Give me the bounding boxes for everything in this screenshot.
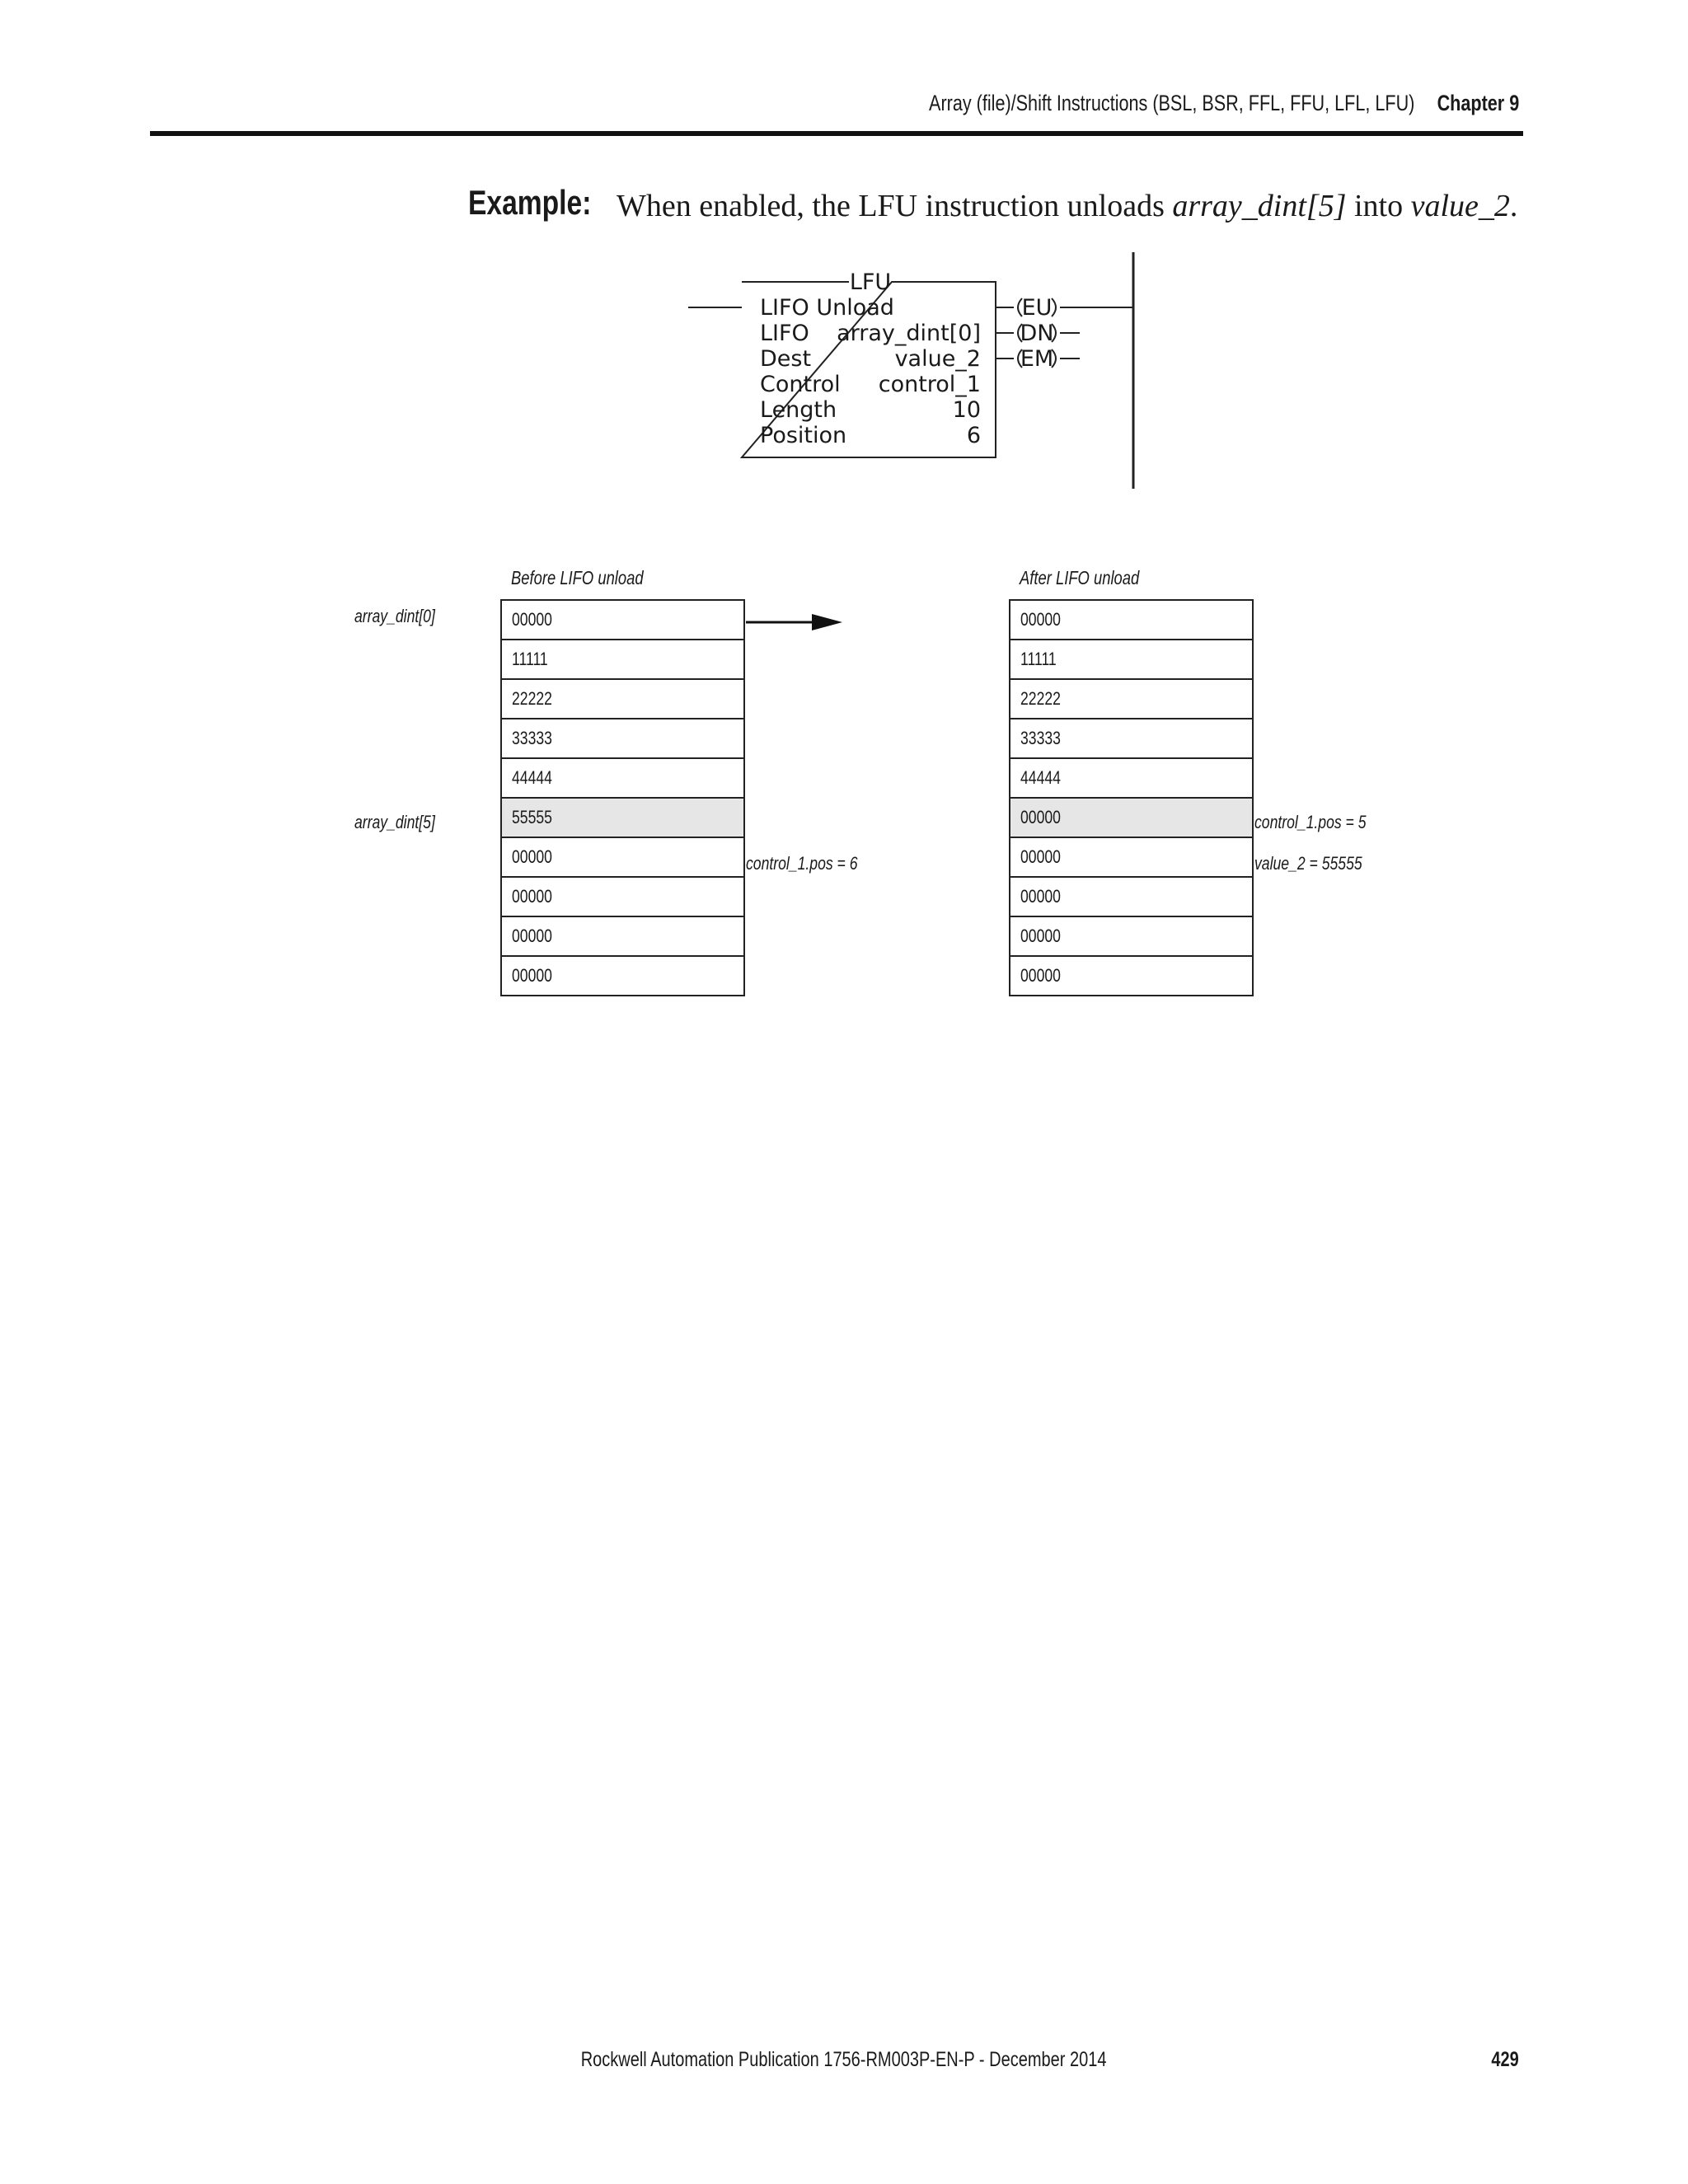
coil-em-label: EM [1020,346,1054,372]
after-value-note [1254,853,1389,874]
array-cell-value: 11111 [512,649,548,669]
param-value-control: control_1 [878,372,981,397]
page-number-text: 429 [1491,2048,1519,2071]
array-cell-value: 00000 [512,926,552,946]
table-row [501,679,744,719]
after-caption-text: After LIFO unload [1020,567,1140,588]
array-cell [1010,719,1253,758]
array-cell [1010,956,1253,996]
array-cell-value: 22222 [512,688,552,709]
example-source: array_dint[5] [1172,189,1347,223]
lfu-ladder-diagram [684,247,1146,494]
table-row [501,877,744,916]
table-row [1010,600,1253,640]
array-cell-value: 33333 [512,728,552,748]
array-cell [1010,600,1253,640]
array-cell-value: 11111 [1020,649,1057,669]
param-name-control: Control [760,372,841,397]
chapter-label: Chapter 9 [1437,91,1519,115]
array-cell-value: 00000 [1020,926,1061,946]
table-row [501,837,744,877]
table-row [501,758,744,798]
running-head-text [929,91,1519,116]
table-row [1010,956,1253,996]
label-array-dint-0-text: array_dint[0] [354,606,435,626]
table-row [501,719,744,758]
label-array-dint-0 [354,606,455,627]
array-cell [501,916,744,956]
array-cell [1010,916,1253,956]
label-array-dint-5 [354,812,455,833]
before-array-rows [501,600,744,996]
array-cell [501,798,744,837]
array-cell [1010,679,1253,719]
before-pos-note-text: control_1.pos = 6 [746,853,858,874]
array-cell-value: 44444 [1020,767,1061,788]
array-cell [501,719,744,758]
array-cell-value: 44444 [512,767,552,788]
table-row [501,956,744,996]
table-row [501,640,744,679]
table-row [1010,916,1253,956]
header-rule [150,131,1523,136]
table-row [1010,679,1253,719]
table-row [501,798,744,837]
example-label [468,183,622,223]
array-cell [1010,758,1253,798]
param-name-position: Position [760,423,847,448]
block-name: LFU [849,269,892,295]
array-cell-value: 00000 [1020,886,1061,907]
array-cell-value: 00000 [1020,846,1061,867]
param-name-length: Length [760,397,837,423]
array-cell [501,877,744,916]
array-cell [1010,877,1253,916]
array-cell [501,640,744,679]
array-cell [501,600,744,640]
footer-publication [0,2048,1688,2072]
array-cell [1010,640,1253,679]
table-row [1010,640,1253,679]
param-value-length: 10 [952,397,981,423]
before-array-table [500,599,745,996]
array-cell [1010,837,1253,877]
array-cell-value: 00000 [1020,609,1061,630]
after-array-rows [1010,600,1253,996]
example-sentence [617,188,1517,224]
label-array-dint-5-text: array_dint[5] [354,812,435,832]
array-cell [501,758,744,798]
param-name-dest: Dest [760,346,812,372]
before-caption [511,567,677,589]
param-value-position: 6 [966,423,981,448]
array-cell-value: 22222 [1020,688,1061,709]
after-array-table [1009,599,1254,996]
arrow-right-icon [742,610,849,635]
array-cell-value: 33333 [1020,728,1061,748]
param-value-dest: value_2 [894,346,981,372]
example-text-2: into [1346,189,1411,223]
table-row [1010,798,1253,837]
table-row [501,916,744,956]
before-pos-note [746,853,885,874]
example-dest: value_2 [1410,189,1510,223]
array-cell [501,956,744,996]
array-cell-value: 00000 [512,886,552,907]
array-cell-value: 00000 [1020,807,1061,827]
table-row [1010,837,1253,877]
param-value-lifo: array_dint[0] [837,321,981,346]
coil-dn-label: DN [1020,321,1054,346]
footer-publication-text: Rockwell Automation Publication 1756-RM003P-EN-P - December 2014 [581,2048,1107,2071]
after-pos-note-text: control_1.pos = 5 [1254,812,1367,832]
block-title: LIFO Unload [760,295,894,321]
table-row [1010,719,1253,758]
table-row [501,600,744,640]
table-row [1010,877,1253,916]
example-text-1: When enabled, the LFU instruction unloads [617,189,1173,223]
array-cell [501,679,744,719]
before-caption-text: Before LIFO unload [511,567,644,588]
after-pos-note [1254,812,1394,833]
example-text-3: . [1509,189,1518,223]
param-name-lifo: LIFO [760,321,809,346]
array-cell [1010,798,1253,837]
after-caption [1020,567,1170,589]
coil-eu-label: EU [1021,295,1053,321]
table-row [1010,758,1253,798]
array-cell-value: 55555 [512,807,552,827]
section-title: Array (file)/Shift Instructions (BSL, BSR, FFL, FFU, LFL, LFU) [928,91,1415,115]
example-label-text: Example: [468,183,592,222]
array-cell-value: 00000 [1020,965,1061,986]
page-number [1484,2048,1519,2072]
running-head [781,91,1519,116]
array-cell-value: 00000 [512,846,552,867]
array-cell [501,837,744,877]
array-cell-value: 00000 [512,609,552,630]
after-value-note-text: value_2 = 55555 [1254,853,1362,874]
array-cell-value: 00000 [512,965,552,986]
